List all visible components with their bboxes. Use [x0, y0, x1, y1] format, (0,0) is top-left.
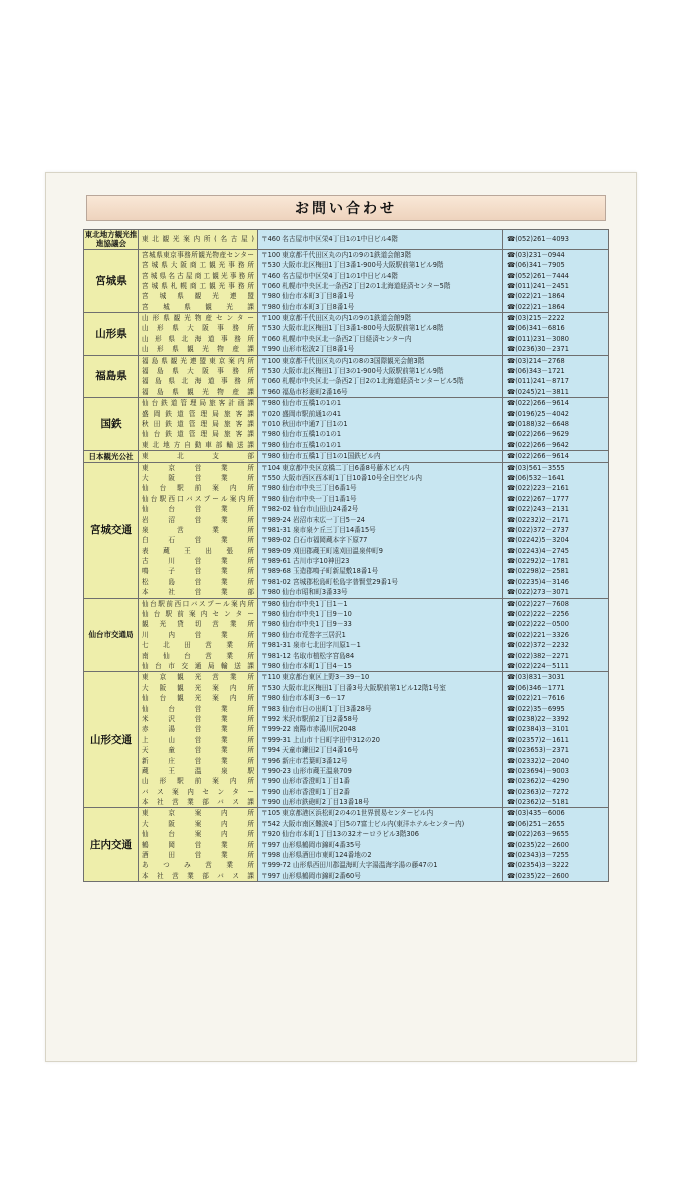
group-row [84, 808, 609, 882]
office-name: 宮城県東京事務所観光物産センター [142, 250, 254, 259]
phone-number: ☎(022)21－1864 [507, 292, 565, 301]
addresses-cell [258, 355, 503, 398]
office-name: 山形駅前案内所 [142, 777, 254, 786]
phone-number: ☎(03)214－2768 [507, 356, 565, 365]
group-row [84, 398, 609, 451]
phone-number: ☎(02362)2－5181 [507, 798, 569, 807]
address: 〒981-12 名取市植松字宮島84 [261, 651, 355, 660]
office-name: 盛岡鉄道管理局旅客課 [142, 409, 254, 418]
address: 〒530 大阪市北区梅田1丁目番3号大阪駅前第1ビル12階1号室 [261, 683, 446, 692]
phones-cell [503, 230, 609, 250]
address: 〒530 大阪市北区梅田1丁目3番1-900号大阪駅前第1ビル9階 [261, 261, 444, 270]
phone-number: ☎(022)372－2232 [507, 641, 569, 650]
addresses-cell [258, 808, 503, 882]
phone-number: ☎(06)341－6816 [507, 324, 565, 333]
office-name: 南仙台営業所 [142, 651, 254, 660]
phone-number: ☎(023653)－2371 [507, 746, 569, 755]
phones-cell [503, 398, 609, 451]
office-name: あつみ営業所 [142, 861, 254, 870]
address: 〒100 東京都千代田区丸の内1の8の3国際観光会館3階 [261, 356, 425, 365]
phone-number: ☎(06)532－1641 [507, 473, 565, 482]
address: 〒999-72 山形県西田川郡温海町大字湯温海字湯の藤47の1 [261, 861, 438, 870]
address: 〒980 仙台市本町3丁目8番1号 [261, 292, 355, 301]
office-names-cell [139, 398, 258, 451]
phone-number: ☎(022)382－2271 [507, 651, 569, 660]
office-name: 七北田営業所 [142, 641, 254, 650]
address: 〒460 名古屋市中区栄4丁目1の1中日ビル4階 [261, 271, 398, 280]
address: 〒980 仙台市荒巻字三居沢1 [261, 630, 346, 639]
office-name: 観光貸切営業所 [142, 620, 254, 629]
office-name: 仙台観光案内所 [142, 694, 254, 703]
phones-cell [503, 462, 609, 598]
phone-number: ☎(011)231－3080 [507, 334, 569, 343]
phone-number: ☎(02232)2－2171 [507, 515, 569, 524]
office-name: 福島県観光物産課 [142, 387, 254, 396]
phone-number: ☎(022)35－6995 [507, 704, 565, 713]
phone-number: ☎(022)267－1777 [507, 494, 569, 503]
office-names-cell [139, 462, 258, 598]
office-name: 山形県大阪事務所 [142, 324, 254, 333]
office-name: 本社営業部 [142, 588, 254, 597]
address: 〒530 大阪市北区梅田1丁目3の1-900号大阪駅前第1ビル9階 [261, 367, 444, 376]
office-name: 本社営業部バス課 [142, 871, 254, 880]
office-name: 酒田営業所 [142, 851, 254, 860]
phone-number: ☎(02332)2－2040 [507, 756, 569, 765]
brochure-page [45, 172, 637, 1062]
address: 〒990 山形市鉄砲町2丁目13番18号 [261, 798, 370, 807]
phone-number: ☎(022)266－9614 [507, 452, 569, 461]
office-name: 仙台駅前西口バスプール案内所 [142, 599, 254, 608]
address: 〒530 大阪市北区梅田1丁目3番1-800号大阪駅前第1ビル8階 [261, 324, 444, 333]
addresses-cell [258, 313, 503, 356]
group-name-cell: 福島県 [84, 355, 139, 398]
office-name: 仙台鉄道管理局旅客課 [142, 430, 254, 439]
phone-number: ☎(022)263－9655 [507, 830, 569, 839]
address: 〒982-02 仙台市山田山24番2号 [261, 505, 359, 514]
phone-number: ☎(02235)4－3146 [507, 577, 569, 586]
phone-number: ☎(052)261－4093 [507, 235, 569, 244]
phone-number: ☎(02298)2－2581 [507, 567, 569, 576]
group-row [84, 462, 609, 598]
phone-number: ☎(03)215－2222 [507, 314, 565, 323]
phone-number: ☎(011)241－2451 [507, 281, 569, 290]
office-name: 鳴子営業所 [142, 567, 254, 576]
address: 〒998 山形県酒田市東町124番地の2 [261, 851, 372, 860]
phones-cell [503, 249, 609, 312]
office-names-cell [139, 313, 258, 356]
office-names-cell [139, 230, 258, 250]
addresses-cell [258, 451, 503, 462]
addresses-cell [258, 398, 503, 451]
phone-number: ☎(022)21－1864 [507, 302, 565, 311]
office-name: 福島県大阪事務所 [142, 367, 254, 376]
office-name: 仙台市交通局輸送課 [142, 661, 254, 670]
office-name: 仙台案内所 [142, 830, 254, 839]
phone-number: ☎(06)341－7905 [507, 261, 565, 270]
address: 〒980 仙台市五橋1の1の1 [261, 399, 342, 408]
address: 〒997 山形県鶴岡市錦町4番35号 [261, 840, 361, 849]
phone-number: ☎(022)227－7608 [507, 599, 569, 608]
group-name-cell: 山形交通 [84, 672, 139, 808]
office-name: 福島県北海道事務所 [142, 377, 254, 386]
page-title: お問い合わせ [295, 201, 397, 217]
office-name: 東京案内所 [142, 809, 254, 818]
office-name: 赤湯営業所 [142, 725, 254, 734]
office-name: 松島営業所 [142, 577, 254, 586]
phone-number: ☎(0238)22－3392 [507, 714, 569, 723]
office-name: 表蔵王出張所 [142, 546, 254, 555]
phone-number: ☎(022)222－0500 [507, 620, 569, 629]
office-name: 古川営業所 [142, 557, 254, 566]
office-names-cell [139, 808, 258, 882]
address: 〒980 仙台市昭和町3番33号 [261, 588, 348, 597]
phone-number: ☎(02357)2－1611 [507, 735, 569, 744]
group-name-cell: 宮城県 [84, 249, 139, 312]
office-name: 宮城県名古屋商工観光事務所 [142, 271, 254, 280]
address: 〒980 仙台市五橋1丁目1の1国鉄ビル内 [261, 452, 381, 461]
phone-number: ☎(0245)21－3811 [507, 387, 569, 396]
address: 〒110 東京都台東区上野3－39－10 [261, 673, 370, 682]
office-name: 宮城県観光課 [142, 302, 254, 311]
phone-number: ☎(06)251－2655 [507, 819, 565, 828]
address: 〒989-61 古川市字10神田23 [261, 557, 350, 566]
phones-cell [503, 451, 609, 462]
office-name: 山形県観光物産センター [142, 314, 254, 323]
office-name: 仙台駅前案内所 [142, 484, 254, 493]
office-name: 宮城県観光連盟 [142, 292, 254, 301]
phones-cell [503, 598, 609, 672]
group-name-cell: 国鉄 [84, 398, 139, 451]
group-row [84, 451, 609, 462]
address: 〒980 仙台市本町1丁目4－15 [261, 661, 352, 670]
address: 〒020 盛岡市駅前通1の41 [261, 409, 342, 418]
phone-number: ☎(022)223－2161 [507, 484, 569, 493]
office-name: 川内営業所 [142, 630, 254, 639]
phone-number: ☎(06)346－1771 [507, 683, 565, 692]
office-name: 東北支部 [142, 452, 254, 461]
phone-number: ☎(022)266－9642 [507, 440, 569, 449]
addresses-cell [258, 249, 503, 312]
title-banner [86, 195, 606, 221]
group-row [84, 313, 609, 356]
address: 〒990 山形市松波2丁目8番1号 [261, 345, 355, 354]
phone-number: ☎(0235)22－2600 [507, 871, 569, 880]
address: 〒980 仙台市本町3－6－17 [261, 694, 346, 703]
address: 〒994 天童市鎌田2丁目4番16号 [261, 746, 359, 755]
phone-number: ☎(022)273－3071 [507, 588, 569, 597]
phone-number: ☎(022)243－2131 [507, 505, 569, 514]
phones-cell [503, 313, 609, 356]
group-name-cell: 庄内交通 [84, 808, 139, 882]
address: 〒105 東京都港区浜松町2の4の1世界貿易センタービル内 [261, 809, 434, 818]
office-name: 東京営業所 [142, 463, 254, 472]
phone-number: ☎(02354)3－3222 [507, 861, 569, 870]
address: 〒981-31 泉市七北田字川原1－1 [261, 641, 361, 650]
phone-number: ☎(06)343－1721 [507, 367, 565, 376]
address: 〒920 仙台市本町1丁目13の32オーロラビル3階306 [261, 830, 419, 839]
address: 〒104 東京都中央区京橋二丁目6番8号藤木ビル内 [261, 463, 410, 472]
address: 〒999-31 上山市十日町字田中312の20 [261, 735, 380, 744]
office-names-cell [139, 598, 258, 672]
phones-cell [503, 355, 609, 398]
group-name-cell: 宮城交通 [84, 462, 139, 598]
address: 〒980 仙台市本町3丁目8番1号 [261, 302, 355, 311]
addresses-cell [258, 672, 503, 808]
group-name-cell: 日本観光公社 [84, 451, 139, 462]
group-row [84, 672, 609, 808]
address: 〒100 東京都千代田区丸の内1の9の1鉄道会館3階 [261, 250, 412, 259]
office-names-cell [139, 451, 258, 462]
address: 〒980 仙台市五橋1の1の1 [261, 440, 342, 449]
group-name-cell: 山形県 [84, 313, 139, 356]
phone-number: ☎(022)221－3326 [507, 630, 569, 639]
address: 〒980 仙台市中央1丁目9－33 [261, 620, 352, 629]
phone-number: ☎(0236)30－2371 [507, 345, 569, 354]
address: 〒981-31 泉市泉ケ丘三丁目14番15号 [261, 525, 376, 534]
group-row [84, 598, 609, 672]
address: 〒992 米沢市駅前2丁目2番58号 [261, 714, 359, 723]
phone-number: ☎(02384)3－3101 [507, 725, 569, 734]
phone-number: ☎(011)241－8717 [507, 377, 569, 386]
group-row [84, 355, 609, 398]
office-name: バス案内センター [142, 787, 254, 796]
phones-cell [503, 808, 609, 882]
office-name: 山形県観光物産課 [142, 345, 254, 354]
office-name: 上山営業所 [142, 735, 254, 744]
phone-number: ☎(03)831－3031 [507, 673, 565, 682]
phone-number: ☎(052)261－7444 [507, 271, 569, 280]
address: 〒980 仙台市中央1丁目9－10 [261, 610, 352, 619]
phone-number: ☎(0235)22－2600 [507, 840, 569, 849]
address: 〒990 山形市香澄町1丁目2番 [261, 787, 351, 796]
address: 〒550 大阪市西区西本町1丁目10番10号全日空ビル内 [261, 473, 422, 482]
address: 〒990 山形市香澄町1丁目1番 [261, 777, 351, 786]
office-name: 本社営業部バス課 [142, 798, 254, 807]
office-name: 宮城県大阪商工観光事務所 [142, 261, 254, 270]
phone-number: ☎(03)435－6006 [507, 809, 565, 818]
office-name: 東京観光営業所 [142, 673, 254, 682]
address: 〒542 大阪市南区難波4丁目5の7富士ビル内(東洋ホテルセンター内) [261, 819, 465, 828]
office-name: 仙台駅前案内センター [142, 610, 254, 619]
phone-number: ☎(02362)2－4290 [507, 777, 569, 786]
phone-number: ☎(022)222－2256 [507, 610, 569, 619]
office-name: 鶴岡営業所 [142, 840, 254, 849]
address: 〒100 東京都千代田区丸の内1の9の1鉄道会館9階 [261, 314, 412, 323]
group-name-cell: 東北地方観光推進協議会 [84, 230, 138, 249]
address: 〒981-02 宮城郡松島町松島字普賢堂29番1号 [261, 577, 398, 586]
group-row [84, 249, 609, 312]
phone-number: ☎(02242)5－3204 [507, 536, 569, 545]
address: 〒999-22 南陽市赤湯川尻2048 [261, 725, 356, 734]
addresses-cell [258, 230, 503, 250]
office-name: 大阪観光案内所 [142, 683, 254, 692]
office-name: 米沢営業所 [142, 714, 254, 723]
office-names-cell [139, 672, 258, 808]
addresses-cell [258, 462, 503, 598]
office-names-cell [139, 249, 258, 312]
office-name: 宮城県札幌商工観光事務所 [142, 281, 254, 290]
address: 〒989-24 岩沼市末広一丁目5－24 [261, 515, 365, 524]
address: 〒060 札幌市中央区北一条西2丁目経済センター内 [261, 334, 412, 343]
phone-number: ☎(022)266－9614 [507, 399, 569, 408]
address: 〒989-02 白石市福岡蔵本字下原77 [261, 536, 368, 545]
address: 〒960 福島市杉妻町2番16号 [261, 387, 348, 396]
address: 〒980 仙台市中央1丁目1－1 [261, 599, 348, 608]
office-name: 仙台鉄道管理局旅客計画課 [142, 399, 254, 408]
address: 〒989-09 刈田郡蔵王町遠刈田温泉仲町9 [261, 546, 383, 555]
address: 〒989-68 玉造郡鳴子町新屋敷18番1号 [261, 567, 379, 576]
phone-number: ☎(02292)2－1781 [507, 557, 569, 566]
address: 〒010 秋田市中通7丁目1の1 [261, 420, 348, 428]
office-name: 天童営業所 [142, 746, 254, 755]
phone-number: ☎(022)21－7616 [507, 694, 565, 703]
address: 〒983 仙台市日の出町1丁目3番28号 [261, 704, 372, 713]
contact-directory-table [83, 229, 609, 882]
office-name: 東北観光案内所(名古屋) [142, 235, 254, 244]
group-row [84, 230, 609, 250]
group-name-cell: 仙台市交通局 [84, 598, 139, 672]
phone-number: ☎(022)372－2737 [507, 525, 569, 534]
address: 〒990-23 山形市蔵王温泉709 [261, 766, 352, 775]
address: 〒996 新庄市若葉町3番12号 [261, 756, 348, 765]
phone-number: ☎(02343)3－7255 [507, 851, 569, 860]
address: 〒997 山形県鶴岡市錦町2番60号 [261, 871, 361, 880]
office-name: 泉営業所 [142, 525, 254, 534]
phone-number: ☎(03)231－0944 [507, 250, 565, 259]
address: 〒060 札幌市中央区北一条西2丁目2の1北海道経済センタービル5階 [261, 377, 464, 386]
office-name: 蔵王温泉駅 [142, 766, 254, 775]
addresses-cell [258, 598, 503, 672]
office-name: 仙台営業所 [142, 505, 254, 514]
office-name: 大阪案内所 [142, 819, 254, 828]
office-name: 仙台駅西口バスプール案内所 [142, 494, 254, 503]
phone-number: ☎(03)561－3555 [507, 463, 565, 472]
office-name: 福島県観光連盟東京案内所 [142, 356, 254, 365]
phone-number: ☎(02243)4－2745 [507, 546, 569, 555]
phone-number: ☎(0196)25－4042 [507, 409, 569, 418]
address: 〒460 名古屋市中区栄4丁目1の1中日ビル4階 [261, 235, 398, 244]
office-name: 大阪営業所 [142, 473, 254, 482]
office-names-cell [139, 355, 258, 398]
office-name: 岩沼営業所 [142, 515, 254, 524]
phone-number: ☎(0188)32－6648 [507, 420, 569, 428]
phone-number: ☎(023694)－9003 [507, 766, 569, 775]
address: 〒980 仙台市中央三丁目6番1号 [261, 484, 357, 493]
office-name: 白石営業所 [142, 536, 254, 545]
phone-number: ☎(022)224－5111 [507, 661, 569, 670]
office-name: 東北地方自動車部輸送課 [142, 440, 254, 449]
phones-cell [503, 672, 609, 808]
address: 〒980 仙台市中央一丁目1番1号 [261, 494, 357, 503]
phone-number: ☎(022)266－9629 [507, 430, 569, 439]
address: 〒060 札幌市中央区北一条西2丁目2の1北海道経済センター5階 [261, 281, 451, 290]
office-name: 仙台営業所 [142, 704, 254, 713]
office-name: 秋田鉄道管理局旅客課 [142, 420, 254, 428]
address: 〒980 仙台市五橋1の1の1 [261, 430, 342, 439]
office-name: 山形県北海道事務所 [142, 334, 254, 343]
phone-number: ☎(02363)2－7272 [507, 787, 569, 796]
office-name: 新庄営業所 [142, 756, 254, 765]
